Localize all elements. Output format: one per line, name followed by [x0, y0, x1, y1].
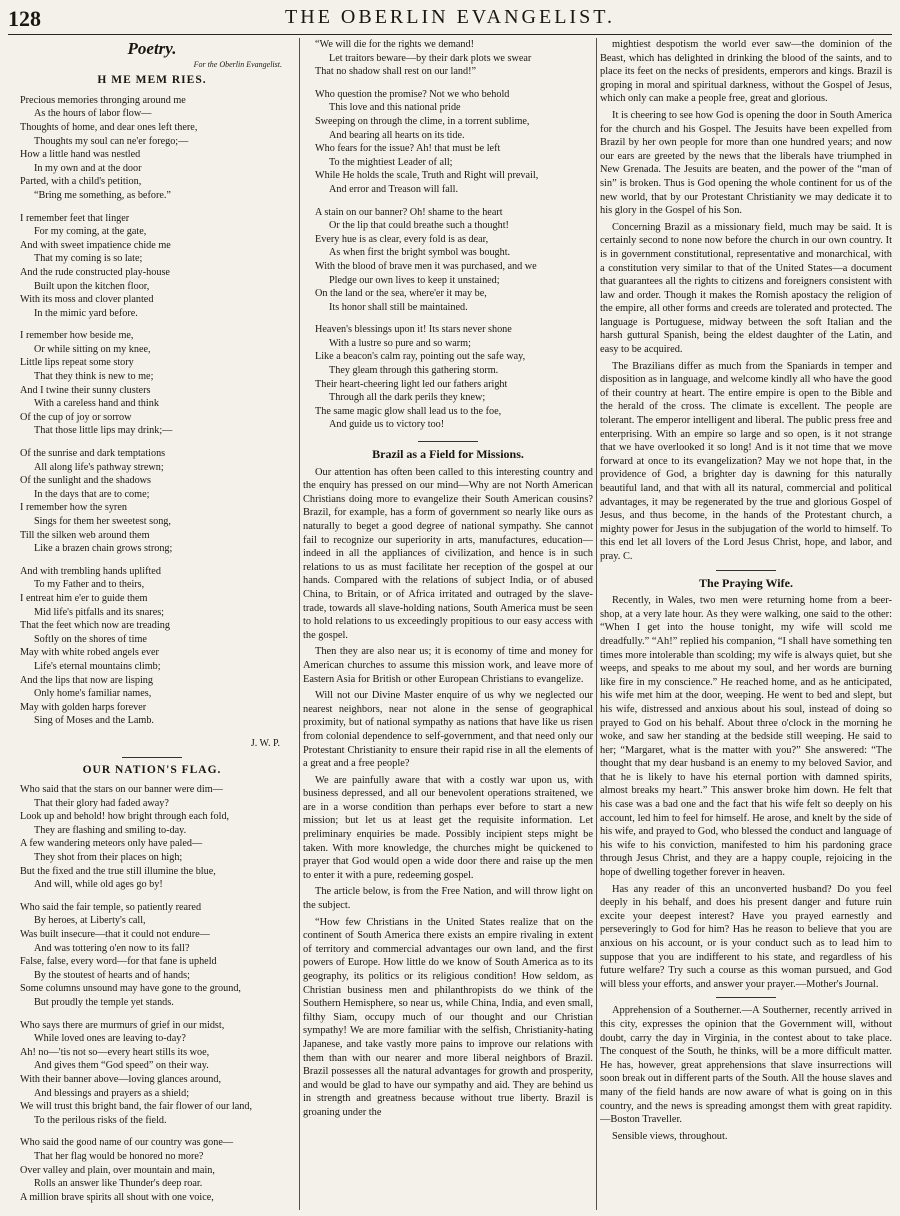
poem-line: False, false, every word—for that fane is upheld	[20, 956, 217, 968]
poem-line: Who said the fair temple, so patiently reared	[20, 901, 202, 913]
poem-line: And will, while old ages go by!	[34, 879, 163, 891]
stanza	[315, 88, 593, 197]
poem-line: But proudly the temple yet stands.	[34, 997, 174, 1008]
stanza	[315, 38, 593, 79]
paragraph: Our attention has often been called to this interesting country and the enquiry has pressed on our mind—Why are not North American Christians doing more to evangelize their South American cousins? Brazil, for example, has a form of government so nearly like ours as naturally to beget a good degree of national sympathy. She cannot fail to recognize our superiority in arts, manufactures, education—indeed in all the appliances of civilization, and hence is in such relations to us as must facilitate her reception of the gospel at our hands. Compared with the relations of subject India, or of abused China, to Britain, or of Africa irritated and outraged by the slave-trade, towards all slave-holding nations, South America must be seen to hold relations to us exceedingly propitious to our easy access with the gospel.	[303, 466, 593, 641]
poem-body	[8, 783, 296, 1204]
paragraph: Concerning Brazil as a missionary field, much may be said. It is certainly second to none now before the church in our own country. It is in government constitutional, representative and monarchical, with a constitution very similar to that of the United States—a document that guarantees all the rights to citizens and foreigners consistent with law and order. Though it makes the Romish apostacy the religion of the empire, all other forms and creeds are tolerated and protected. The language is Portuguese, midway between the soft Italian and the harsh guttural Spanish, being the eldest daughter of the Latin, and easy to be acquired.	[600, 221, 892, 356]
poem-line: Of the cup of joy or sorrow	[20, 411, 132, 423]
poem-line: That those little lips may drink;—	[34, 425, 173, 437]
poem-line: Or while sitting on my knee,	[34, 343, 151, 355]
paragraph: Will not our Divine Master enquire of us why we neglected our nearest neighbors, near not alone in the sense of geographical proximity, but of national sympathy as nations that have like us risen from colonial dependence to self-government, and that need only our Protestant Christianity to ensure their rapid rise in all the elements of a great and a free people?	[303, 690, 593, 770]
poem-line: To the perilous risks of the field.	[34, 1114, 167, 1126]
paragraph: Then they are also near us; it is economy of time and money for American churches to assume this mission work, and leave more of Eastern Asia for British or other European Christians to evangelize.	[303, 646, 593, 685]
poem-line: That no shadow shall rest on our land!”	[315, 66, 476, 78]
poem-line: Sing of Moses and the Lamb.	[34, 715, 154, 727]
paragraph: We are painfully aware that with a costly war upon us, with business depressed, and all our benevolent operations straitened, we are in a worse condition than perhaps ever before to start a new mission; but let us at least get the requisite information. Let preliminary enquiries be made. Possibly incipient steps might be taken. With more knowledge, the churches might be quickened to prayer that God would open a wide door there and raise up the men to enter it with a pure, redeeming gospel.	[303, 774, 593, 881]
stanza	[20, 565, 296, 728]
poem-line: Who question the promise? Not we who behold	[315, 88, 510, 100]
poem-line: And the rude constructed play-house	[20, 266, 170, 278]
poem-line: Over valley and plain, over mountain and main,	[20, 1164, 215, 1176]
poem-line: That her flag would be honored no more?	[34, 1150, 204, 1162]
poem-line: On the land or the sea, where'er it may be,	[315, 288, 487, 300]
poem-line: Precious memories thronging around me	[20, 94, 186, 106]
poem-line: Parted, with a child's petition,	[20, 176, 142, 188]
poem-line: I entreat him e'er to guide them	[20, 592, 148, 604]
stanza	[20, 901, 296, 1010]
poem-line: Was built insecure—that it could not endure—	[20, 929, 210, 941]
poem-line: And guide us to victory too!	[329, 419, 445, 431]
poem-line: Some columns unsound may have gone to the ground,	[20, 983, 241, 995]
poem-line: Look up and behold! how bright through each fold,	[20, 811, 230, 823]
paragraph: The article below, is from the Free Nation, and will throw light on the subject.	[303, 886, 593, 912]
poem-line: Let traitors beware—by their dark plots we swear	[329, 52, 532, 64]
poem-line: And the lips that now are lisping	[20, 674, 153, 686]
poem-line: Through all the dark perils they knew;	[329, 392, 486, 404]
divider	[716, 997, 776, 998]
poem-line: With their banner above—loving glances around,	[20, 1073, 222, 1085]
poem-line: By heroes, at Liberty's call,	[34, 915, 146, 927]
poem-line: In the days that are to come;	[34, 488, 150, 500]
poem-line: Of the sunrise and dark temptations	[20, 448, 166, 460]
poem-line: All along life's pathway strewn;	[34, 461, 164, 473]
divider	[122, 757, 182, 758]
section-title: Poetry.	[127, 39, 177, 58]
poem-line: For my coming, at the gate,	[34, 226, 147, 238]
column-rule	[299, 38, 300, 1210]
poem-continuation	[303, 38, 593, 432]
poem-line: A stain on our banner? Oh! shame to the heart	[315, 206, 503, 218]
poem-line: Mid life's pitfalls and its snares;	[34, 606, 165, 618]
poem-line: Life's eternal mountains climb;	[34, 660, 161, 672]
poem-line: They gleam through this gathering storm.	[329, 365, 499, 377]
masthead: THE OBERLIN EVANGELIST.	[285, 6, 615, 28]
paragraph: Recently, in Wales, two men were returning home from a beer-shop, at a very late hour. As they were walking, one said to the other: “When I get into the house tonight, my wife will scold me dreadfully.” “Ah!” replied his companion, “I shall have something ten times more intolerable than scolding; my wife is always quiet, but she weeps, and speaks to me about my soul, and her words are burning like fire in my conscience.” He reached home, and as he anticipated, his wife met him at the door, weeping. He went to bed and slept, but his wife, distressed and anxious about his soul, instead of doing so prayed to God on his behalf. About three o'clock in the morning he woke, and saw her standing at the bedside still weeping. He said to her; “Margaret, what is the matter with you?” She answered: “The thought that my dear husband is an enemy to my beloved Savior, and that he is likely to have his eternal portion with damned spirits, almost breaks my heart.” This answer broke him down. He felt that his case was a bad one and the fact that his wife felt so deeply on his account, led him to feel for himself. He arose, and knelt by the side of his wife, and prayed to God, who blessed the conduct and language of his wife to his conviction, manifested to him his pardoning grace through Jesus Christ, and they are a happy couple, rejoicing in the hope of dwelling together forever in heaven.	[600, 595, 892, 879]
poem-line: Sweeping on through the clime, in a torrent sublime,	[315, 115, 530, 127]
column-3	[600, 38, 892, 1210]
paragraph: mightiest despotism the world ever saw—the dominion of the Beast, which has delighted in drinking the blood of the saints, and to place its feet on the necks of presidents, emperors and kings. Brazil is groping in moral and spiritual darkness, without the Gospel of Jesus, which only can make a people free, great and glorious.	[600, 39, 892, 105]
poem-line: Thoughts of home, and dear ones left there,	[20, 121, 198, 133]
article-title: The Praying Wife.	[699, 575, 793, 590]
poem-line: Rolls an answer like Thunder's deep roar.	[34, 1178, 203, 1190]
poem-line: Little lips repeat some story	[20, 357, 134, 369]
poem-line: Their heart-cheering light led our fathers aright	[315, 378, 508, 390]
article-title: Brazil as a Field for Missions.	[372, 447, 524, 462]
poem-body	[8, 94, 296, 728]
poem-line: I remember how beside me,	[20, 330, 134, 342]
poem-title: OUR NATION'S FLAG.	[82, 763, 222, 776]
poem-line: Pledge our own lives to keep it unstained;	[329, 274, 500, 286]
article-body	[600, 38, 892, 564]
poem-line: Ah! no—'tis not so—every heart stills its woe,	[20, 1046, 210, 1058]
poem-line: Built upon the kitchen floor,	[34, 280, 150, 292]
poem-line: With the blood of brave men it was purchased, and we	[315, 260, 537, 272]
poem-line: Every hue is as clear, every fold is as dear,	[315, 233, 489, 245]
poem-line: While loved ones are leaving to-day?	[34, 1033, 186, 1045]
stanza	[20, 447, 296, 556]
poem-line: How a little hand was nestled	[20, 149, 141, 161]
poem-line: Till the silken web around them	[20, 529, 150, 541]
paragraph: Has any reader of this an unconverted husband? Do you feel deeply in his behalf, and does his present danger and future ruin excite your deepest interest? Have you prayed earnestly and perseveringly to God for him? Has he reason to believe that you are anxious on his account, or is your conduct such as to lead him to suppose that you are indifferent to his state, and regardless of his future welfare? Try such a course as this woman pursued, and God will bless your efforts, and answer your prayer.—Mother's Journal.	[600, 883, 892, 990]
poem-line: As when first the bright symbol was bought.	[329, 247, 511, 259]
poem-line: Heaven's blessings upon it! Its stars never shone	[315, 324, 512, 336]
poem-line: Only home's familiar names,	[34, 688, 152, 700]
stanza	[20, 329, 296, 438]
poem-line: Of the sunlight and the shadows	[20, 475, 152, 487]
poem-line: “We will die for the rights we demand!	[315, 39, 475, 50]
stanza	[315, 323, 593, 432]
divider	[418, 441, 478, 442]
poem-credit: For the Oberlin Evangelist.	[193, 59, 282, 69]
poem-line: In the mimic yard before.	[34, 307, 138, 319]
article-body	[600, 1004, 892, 1143]
poem-line: I remember how the syren	[20, 502, 127, 514]
poem-line: We will trust this bright band, the fair flower of our land,	[20, 1101, 253, 1113]
stanza	[315, 206, 593, 315]
stanza	[20, 783, 296, 892]
poem-line: To the mightiest Leader of all;	[329, 156, 453, 168]
poem-line: With its moss and clover planted	[20, 294, 154, 306]
poem-line: They shot from their places on high;	[34, 852, 183, 864]
article-body	[600, 594, 892, 991]
poem-line: Or the lip that could breathe such a thought!	[329, 220, 509, 232]
poem-line: Like a brazen chain grows strong;	[34, 543, 173, 555]
poem-line: By the stoutest of hearts and of hands;	[34, 969, 190, 981]
poem-line: With a lustre so pure and so warm;	[329, 337, 471, 349]
poem-line: In my own and at the door	[34, 162, 142, 174]
poem-line: While He holds the scale, Truth and Right will prevail,	[315, 170, 539, 182]
poem-line: The same magic glow shall lead us to the foe,	[315, 405, 502, 417]
poem-line: I remember feet that linger	[20, 212, 130, 224]
poem-line: And I twine their sunny clusters	[20, 384, 151, 396]
poem-line: May with golden harps forever	[20, 701, 147, 713]
paragraph: It is cheering to see how God is opening the door in South America for the church and his Gospel. The Jesuits have been expelled from Brazil by her own people for more than one hundred years; and now our ears are greeted by the news that the liberals have triumphed in New Grenada. The Jesuits are beaten, and the power of the “man of sin” is broken. Thus is God opening the whole continent for us of the new world, that by our Protestant Christianity we may dedicate it to his glory in the Gospel of his Son.	[600, 109, 892, 217]
stanza	[20, 1019, 296, 1128]
stanza	[20, 212, 296, 321]
poem-signature: J. W. P.	[250, 737, 280, 749]
poem-line: Who says there are murmurs of grief in our midst,	[20, 1019, 225, 1031]
poem-line: That my coming is so late;	[34, 253, 143, 265]
poem-line: Thoughts my soul can ne'er forego;—	[34, 135, 189, 147]
column-rule	[596, 38, 597, 1210]
poem-line: Its honor shall still be maintained.	[329, 301, 468, 313]
poem-line: And error and Treason will fall.	[329, 183, 459, 195]
poem-line: Like a beacon's calm ray, pointing out the safe way,	[315, 351, 526, 363]
poem-line: That they think is new to me;	[34, 371, 154, 383]
poem-title: H ME MEM RIES.	[97, 74, 207, 87]
column-2	[303, 38, 593, 1210]
poem-line: They are flashing and smiling to-day.	[34, 824, 187, 836]
stanza	[20, 1136, 296, 1204]
poem-line: May with white robed angels ever	[20, 647, 159, 659]
poem-line: That their glory had faded away?	[34, 797, 169, 809]
poem-line: Who said that the stars on our banner were dim—	[20, 784, 223, 796]
poem-line: This love and this national pride	[329, 102, 461, 114]
poem-line: That the feet which now are treading	[20, 620, 170, 632]
stanza	[20, 94, 296, 203]
column-1	[8, 38, 296, 1210]
paragraph: “How few Christians in the United States realize that on the continent of South America there exists an empire rivaling in extent of territory and commercial advantages our own land, and the first powers of Europe. How little do we know of South America as to its geography, its politics or its religious condition! How seldom, as Christian business men and philanthropists do we think of the Southern Hemisphere, so near us, while China, India, and even small, filthy Siam, occupy much of our thought and our Christian sympathy! We are more familiar with the selfish, Christianity-hating Japanese, and take vastly more pains to improve our relations with them than with our nearer and more liberal neighbors of Brazil. Brazil possesses all the natural advantages for growth and prosperity, and would be glad to have our sympathy and aid. They are behind us in strength and greatness because without true liberty. Brazil is groaning under the	[303, 916, 593, 1118]
poem-line: Sings for them her sweetest song,	[34, 516, 171, 527]
poem-line: And gives them “God speed” on their way.	[34, 1060, 209, 1072]
poem-line: “Bring me something, as before.”	[34, 189, 171, 201]
poem-line: And with trembling hands uplifted	[20, 565, 161, 577]
page-header	[8, 4, 892, 35]
poem-line: A few wandering meteors only have paled—	[20, 838, 203, 850]
poem-line: And blessings and prayers as a shield;	[34, 1087, 190, 1099]
poem-line: And bearing all hearts on its tide.	[329, 129, 465, 141]
poem-line: Who fears for the issue? Ah! that must be left	[315, 143, 501, 155]
poem-line: A million brave spirits all shout with one voice,	[20, 1191, 214, 1203]
poem-line: But the fixed and the true still illumine the blue,	[20, 865, 216, 877]
poem-line: Softly on the shores of time	[34, 633, 147, 645]
page-number: 128	[8, 6, 41, 31]
divider	[716, 570, 776, 571]
paragraph: Apprehension of a Southerner.—A Southerner, recently arrived in this city, expresses the opinion that the Government will, without doubt, carry the day in Virginia, in the contest about to take place. The conquest of the South, he thinks, will be a more difficult matter. He has, however, great apprehensions that slave insurrections will soon break out in different parts of the South. All the house slaves and many of the field hands are now aware of what is going on in this country, and the news is spreading amongst them with great rapidity.—Boston Traveller.	[600, 1005, 892, 1126]
paragraph: The Brazilians differ as much from the Spaniards in temper and disposition as in language, and welcome kindly all who have the good of their country at heart. The entire empire is open to the Bible and the herald of the cross. The climate is excellent. The people are tolerant. The emperor intelligent and liberal. The public press free and enterprising. With an empire so large and so open, is it not strange that we have overlooked it so long! And is it not time that we move forward at once to its evangelization? May we not hope that, in the providence of God, a brighter day is dawning for this naturally beautiful land, and that with all its natural, commercial and political advantages, it may be regenerated by the true and glorious Gospel of Jesus, and thus become, in the hands of the Protestant church, a mighty power for Jesus in the subjugation of the world to himself. To this end let all lovers of the Lord Jesus Christ, hope, and labor, and pray. C.	[600, 360, 892, 562]
poem-line: With a careless hand and think	[34, 398, 159, 410]
poem-line: Who said the good name of our country was gone—	[20, 1137, 234, 1149]
paragraph: Sensible views, throughout.	[612, 1130, 728, 1142]
poem-line: As the hours of labor flow—	[34, 108, 152, 120]
poem-line: To my Father and to theirs,	[34, 579, 145, 591]
poem-line: And with sweet impatience chide me	[20, 239, 171, 251]
poem-line: And was tottering o'en now to its fall?	[34, 942, 190, 954]
article-body	[303, 466, 593, 1120]
